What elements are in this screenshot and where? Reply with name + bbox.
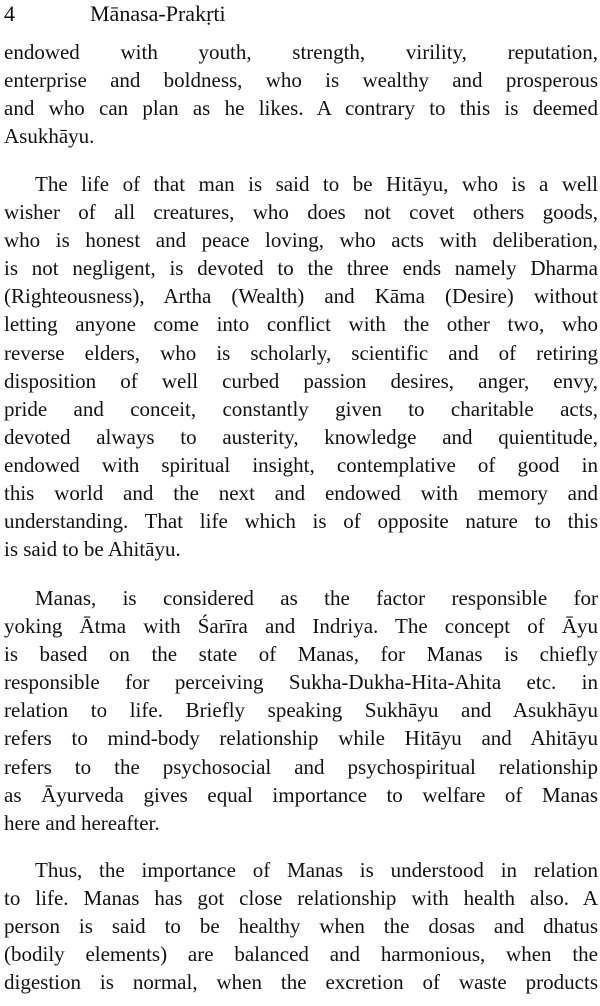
text-line: and who can plan as he likes. A contrary to this is deemed	[4, 96, 598, 121]
text-line: responsible for perceiving Sukha-Dukha-Hita-Ahita etc. in	[4, 670, 598, 695]
text-line: devoted always to austerity, knowledge and quientitude,	[4, 424, 598, 449]
text-line: endowed with youth, strength, virility, reputation,	[4, 40, 598, 64]
text-line: here and hereafter.	[4, 810, 160, 835]
running-title: Mānasa-Prakṛti	[90, 1, 226, 26]
text-line: Manas, is considered as the factor responsible for	[35, 586, 598, 610]
page-number: 4	[4, 1, 15, 26]
text-line: letting anyone come into conflict with the other two, who	[4, 312, 598, 337]
text-line: Asukhāyu.	[4, 124, 95, 149]
text-line: Thus, the importance of Manas is understood in relation	[35, 858, 598, 882]
text-line: The life of that man is said to be Hitāyu, who is a well	[35, 172, 598, 196]
text-line: wisher of all creatures, who does not covet others goods,	[4, 200, 598, 225]
text-line: digestion is normal, when the excretion of waste products	[4, 970, 598, 995]
text-line: pride and conceit, constantly given to charitable acts,	[4, 396, 598, 421]
text-line: is said to be Ahitāyu.	[4, 537, 181, 562]
text-line: person is said to be healthy when the dosas and dhatus	[4, 914, 598, 939]
text-line: this world and the next and endowed with memory and	[4, 481, 598, 506]
running-head	[4, 0, 600, 30]
text-line: reverse elders, who is scholarly, scientific and of retiring	[4, 340, 598, 365]
text-line: disposition of well curbed passion desires, anger, envy,	[4, 368, 598, 393]
text-line: refers to the psychosocial and psychospiritual relationship	[4, 754, 598, 779]
text-line: is not negligent, is devoted to the three ends namely Dharma	[4, 256, 598, 281]
text-line: yoking Ātma with Śarīra and Indriya. The concept of Āyu	[4, 614, 598, 639]
text-line: understanding. That life which is of opposite nature to this	[4, 509, 598, 534]
text-line: is based on the state of Manas, for Manas is chiefly	[4, 642, 598, 667]
text-line: to life. Manas has got close relationship with health also. A	[4, 886, 598, 911]
text-line: endowed with spiritual insight, contemplative of good in	[4, 452, 598, 477]
text-line: (Righteousness), Artha (Wealth) and Kāma (Desire) without	[4, 284, 598, 309]
text-line: (bodily elements) are balanced and harmonious, when the	[4, 942, 598, 967]
paragraph-1	[4, 38, 598, 150]
text-line: who is honest and peace loving, who acts with deliberation,	[4, 228, 598, 253]
text-line: enterprise and boldness, who is wealthy and prosperous	[4, 68, 598, 93]
text-line: relation to life. Briefly speaking Sukhāyu and Asukhāyu	[4, 698, 598, 723]
text-line: as Āyurveda gives equal importance to welfare of Manas	[4, 782, 598, 807]
paragraph-2	[4, 170, 598, 563]
text-line: refers to mind-body relationship while Hitāyu and Ahitāyu	[4, 726, 598, 751]
paragraph-3	[4, 584, 598, 837]
paragraph-4	[4, 856, 598, 996]
